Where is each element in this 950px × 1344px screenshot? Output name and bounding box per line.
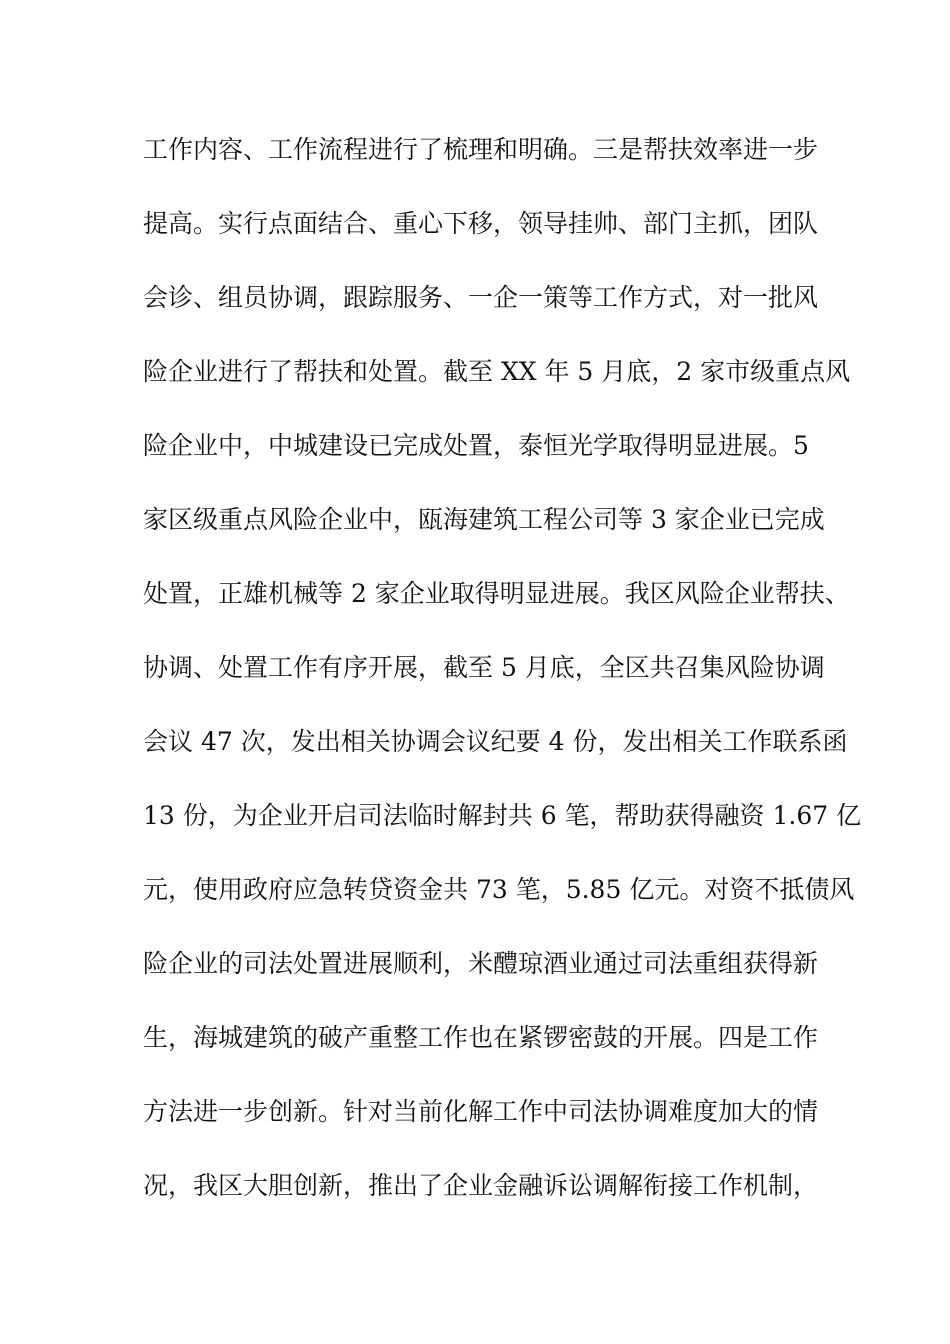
text-line: 处置，正雄机械等 2 家企业取得明显进展。我区风险企业帮扶、 bbox=[143, 579, 850, 608]
text-line: 会诊、组员协调，跟踪服务、一企一策等工作方式，对一批风 bbox=[143, 283, 819, 312]
text-line: 元，使用政府应急转贷资金共 73 笔，5.85 亿元。对资不抵债风 bbox=[143, 875, 855, 904]
text-line: 险企业的司法处置进展顺利，米醴琼酒业通过司法重组获得新 bbox=[143, 949, 819, 978]
text-line: 会议 47 次，发出相关协调会议纪要 4 份，发出相关工作联系函 bbox=[143, 727, 848, 756]
text-line: 险企业进行了帮扶和处置。截至 XX 年 5 月底，2 家市级重点风 bbox=[143, 357, 851, 386]
text-line: 况，我区大胆创新，推出了企业金融诉讼调解衔接工作机制， bbox=[143, 1171, 819, 1200]
text-line: 工作内容、工作流程进行了梳理和明确。三是帮扶效率进一步 bbox=[143, 135, 819, 164]
text-line: 家区级重点风险企业中，瓯海建筑工程公司等 3 家企业已完成 bbox=[143, 505, 825, 534]
text-line: 协调、处置工作有序开展，截至 5 月底，全区共召集风险协调 bbox=[143, 653, 825, 682]
text-line: 提高。实行点面结合、重心下移，领导挂帅、部门主抓，团队 bbox=[143, 209, 819, 238]
text-line: 方法进一步创新。针对当前化解工作中司法协调难度加大的情 bbox=[143, 1097, 819, 1126]
text-line: 险企业中，中城建设已完成处置，泰恒光学取得明显进展。5 bbox=[143, 431, 809, 460]
text-line: 生，海城建筑的破产重整工作也在紧锣密鼓的开展。四是工作 bbox=[143, 1023, 819, 1052]
text-line: 13 份，为企业开启司法临时解封共 6 笔，帮助获得融资 1.67 亿 bbox=[143, 801, 862, 830]
